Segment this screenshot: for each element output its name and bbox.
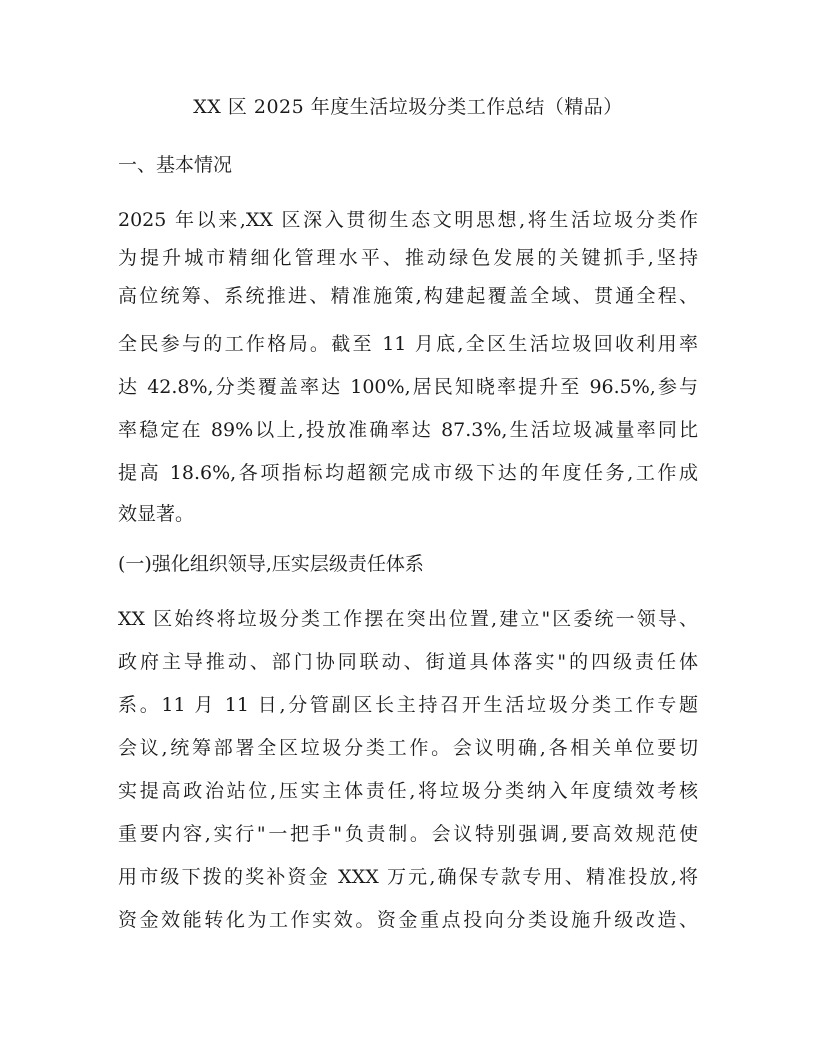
document-title: XX 区 2025 年度生活垃圾分类工作总结（精品） (193, 96, 623, 118)
paragraph1-line: 高位统筹、系统推进、精准施策,构建起覆盖全域、贯通全程、 (118, 285, 698, 307)
paragraph1-line: 达 42.8%,分类覆盖率达 100%,居民知晓率提升至 96.5%,参与 (118, 376, 698, 398)
paragraph2-line: 会议,统筹部署全区垃圾分类工作。会议明确,各相关单位要切 (118, 737, 698, 759)
paragraph2-line: 用市级下拨的奖补资金 XXX 万元,确保专款专用、精准投放,将 (118, 866, 698, 888)
paragraph1-line: 2025 年以来,XX 区深入贯彻生态文明思想,将生活垃圾分类作 (118, 209, 698, 231)
paragraph2-line: 系。11 月 11 日,分管副区长主持召开生活垃圾分类工作专题 (118, 694, 698, 716)
paragraph1-line: 全民参与的工作格局。截至 11 月底,全区生活垃圾回收利用率 (118, 333, 698, 355)
paragraph1-line: 提高 18.6%,各项指标均超额完成市级下达的年度任务,工作成 (118, 462, 698, 484)
section-heading: 一、基本情况 (118, 154, 233, 176)
subsection-heading: (一)强化组织领导,压实层级责任体系 (118, 553, 424, 575)
paragraph2-line: 重要内容,实行"一把手"负责制。会议特别强调,要高效规范使 (118, 823, 698, 845)
paragraph1-line: 为提升城市精细化管理水平、推动绿色发展的关键抓手,坚持 (118, 247, 698, 269)
paragraph1-line: 效显著。 (118, 503, 195, 525)
paragraph1-line: 率稳定在 89%以上,投放准确率达 87.3%,生活垃圾减量率同比 (118, 419, 698, 441)
paragraph2-line: 实提高政治站位,压实主体责任,将垃圾分类纳入年度绩效考核 (118, 780, 698, 802)
paragraph2-line: 资金效能转化为工作实效。资金重点投向分类设施升级改造、 (118, 909, 698, 931)
paragraph2-line: XX 区始终将垃圾分类工作摆在突出位置,建立"区委统一领导、 (118, 608, 698, 630)
paragraph2-line: 政府主导推动、部门协同联动、街道具体落实"的四级责任体 (118, 651, 698, 673)
